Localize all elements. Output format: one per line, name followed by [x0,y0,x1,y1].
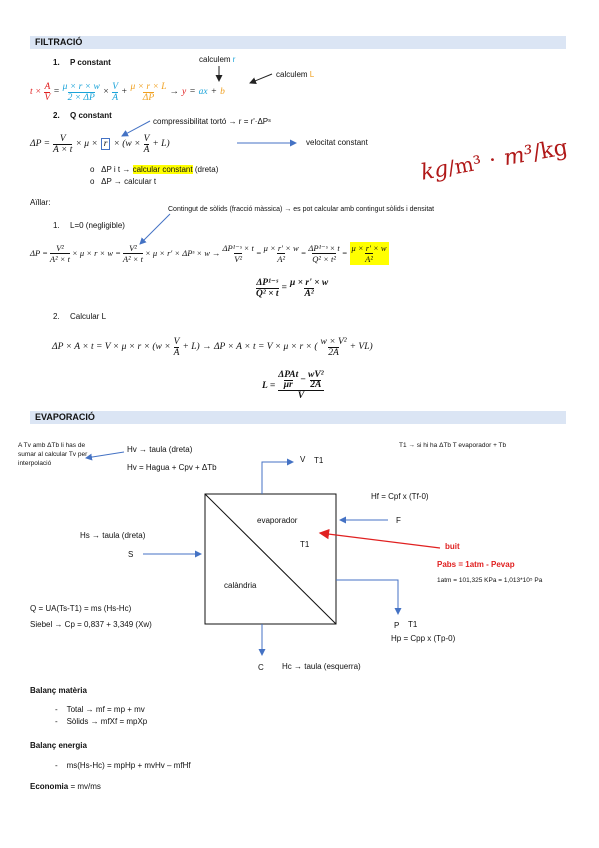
equation-calcular-l: ΔP × A × t = V × μ × r × (w × $\frac{V}{A}$ + L) → ΔP × A × t = V × μ × r × ( w × V² 2A + VL) [52,336,373,358]
balanc-energia-heading: Balanç energia [30,741,87,750]
compressibilitat-note: compressibilitat tortó → r = r'·ΔPˢ [153,117,271,126]
item1-title: P constant [70,58,111,67]
s-label: S [128,550,134,559]
hv-formula: Hv = Hagua + Cpv + ΔTb [127,463,217,472]
economia: Economia = mv/ms [30,782,101,791]
sub1-number: 1. [53,221,60,230]
hc-taula: Hc → taula (esquerra) [282,662,361,671]
siebel-formula: Siebel → Cp = 0,837 + 3,349 (Xw) [30,620,152,629]
contingut-solids-note: Contingut de sòlids (fracció màssica) → es pot calcular amb contingut sòlids i densitat [168,206,435,213]
arrow-note-hv [86,452,124,458]
bullet-dp: o ΔP → calcular t [90,177,157,186]
equation-p-constant: t × $\frac{A}{V}$ = $\frac{\mu \times r \times w}{2 \times \Delta P}$ × $\frac{V}{A}$ + $\frac{\mu \times r \times L}{\Delta P}$ → y = ax + b [30,81,225,103]
handwritten-units: kg/m³ · m³/kg [418,135,570,186]
equation-l-zero-result: $\frac{\text{ΔP¹⁻ˢ}}{\text{Q² × t}}$ = $\frac{\mu \times r' \times w}{\text{A²}}$ [256,277,329,299]
calculem-r-note: calculem r [199,55,236,64]
section-header-evaporacio: EVAPORACIÓ [30,411,566,424]
v-label: V [300,455,306,464]
bm-solids: - Sòlids → mfXf = mpXp [55,717,148,726]
arrow-buit [320,533,440,548]
equation-l-result: L = ΔPAt μr − $\frac{\text{wV²}}{2A}$ V [262,369,324,401]
atm-conversion: 1atm = 101,325 KPa = 1,013*10⁵ Pa [437,577,543,584]
f-label: F [396,516,401,525]
p-t1-label: T1 [408,620,418,629]
hs-taula: Hs → taula (dreta) [80,531,146,540]
t1-note: T1 → si hi ha ΔTb T evaporador + Tb [399,442,507,449]
evaporator-diagonal [205,494,336,624]
arrow-v-outlet [262,462,293,494]
calandria-label: calàndria [224,581,257,590]
bullet-dp-t: o ΔP i t → calcular constant (dreta) [90,165,219,174]
sub2-number: 2. [53,312,60,321]
arrow-p-outlet [336,580,398,614]
velocitat-constant-note: velocitat constant [306,138,368,147]
arrow-calculem-l [250,74,272,83]
hf-formula: Hf = Cpf x (Tf-0) [371,492,429,501]
calculem-l-note: calculem L [276,70,315,79]
hp-formula: Hp = Cpp x (Tp-0) [391,634,456,643]
aillar-label: Aïllar: [30,198,51,207]
balanc-materia-heading: Balanç matèria [30,686,87,695]
note-delta-tb: A Tv amb ΔTb li has de sumar al calcular Tv per interpolació [18,442,88,467]
item1-number: 1. [53,58,60,67]
evaporador-label: evaporador [257,516,298,525]
v-t1-label: T1 [314,456,324,465]
equation-q-constant: ΔP = $\frac{V}{A \times t}$ × μ × r × (w × $\frac{V}{A}$ + L) [30,133,170,155]
hv-taula: Hv → taula (dreta) [127,445,193,454]
arrow-compressibilitat [122,121,150,136]
bm-total: - Total → mf = mp + mv [55,705,145,714]
c-label: C [258,663,264,672]
pabs-formula: Pabs = 1atm - Pevap [437,560,515,569]
arrow-contingut [140,214,170,244]
sub2-title: Calcular L [70,312,107,321]
q-formula: Q = UA(Ts-T1) = ms (Hs-Hc) [30,604,132,613]
sub1-title: L=0 (negligible) [70,221,125,230]
item2-number: 2. [53,111,60,120]
section-header-filtracio: FILTRACIÓ [30,36,566,49]
equation-l-zero: ΔP = $\frac{\text{V²}}{\text{A² × t}}$ × μ × r × w = $\frac{\text{V²}}{\text{A² × t}}$ × μ × r' × ΔPˢ × w → $\frac{\text{ΔP¹⁻ˢ × t}}{\text{V²}}$ = $\frac{\mu \times r' \times w}{\text{A²}}$ = $\frac{\text{ΔP¹⁻ˢ × t}}{\text{Q² × t²}}$ = $\frac{\mu \times r' \times w}{\text{A²}}$ [30,242,387,264]
t1-box-label: T1 [300,540,310,549]
be-formula: - ms(Hs-Hc) = mpHp + mvHv – mfHf [55,761,191,770]
buit-label: buit [445,542,460,551]
item2-title: Q constant [70,111,112,120]
p-label: P [394,621,400,630]
